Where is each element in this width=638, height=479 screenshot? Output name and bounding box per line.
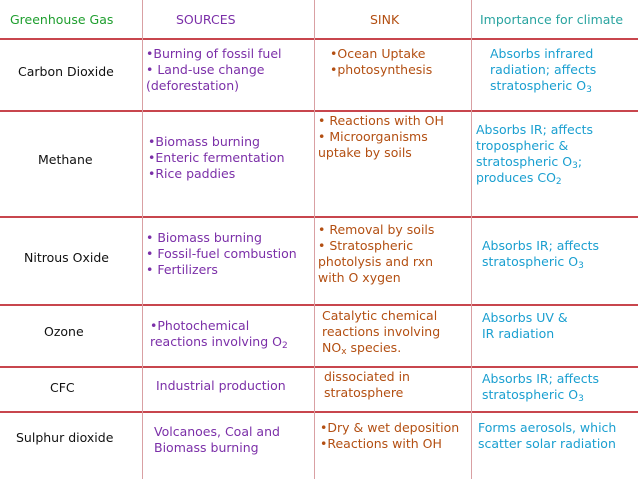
- sink-cell: [318, 222, 434, 286]
- gas-name: Nitrous Oxide: [24, 250, 109, 265]
- sink-item: •Reactions with OH: [320, 436, 442, 451]
- sink-item: Catalytic chemical: [322, 308, 438, 323]
- sources-cell: [146, 230, 297, 278]
- importance-line: scatter solar radiation: [478, 436, 616, 451]
- importance-cell: [478, 420, 616, 452]
- sources-cell: [148, 134, 285, 182]
- sink-cell: [324, 369, 410, 401]
- importance-line: Absorbs UV &: [482, 310, 568, 325]
- importance-line: produces $CO_2$: [476, 170, 562, 187]
- row-divider: [0, 38, 638, 40]
- source-item: •Enteric fermentation: [148, 150, 285, 165]
- sink-item: with O xygen: [318, 270, 401, 285]
- header-sink: SINK: [370, 12, 400, 27]
- importance-line: Absorbs infrared: [490, 46, 594, 61]
- sink-item: •Ocean Uptake: [330, 46, 426, 61]
- importance-line: Forms aerosols, which: [478, 420, 617, 435]
- sink-item: • Reactions with OH: [318, 113, 444, 128]
- importance-line: tropospheric &: [476, 138, 569, 153]
- gas-name: Carbon Dioxide: [18, 64, 114, 79]
- sink-item: • Stratospheric: [318, 238, 414, 253]
- sink-item: •Dry & wet deposition: [320, 420, 460, 435]
- importance-cell: [482, 310, 568, 342]
- sources-cell: [150, 318, 288, 350]
- sink-item: • Removal by soils: [318, 222, 435, 237]
- gas-name: Sulphur dioxide: [16, 430, 114, 445]
- importance-line: stratospheric $O_3$: [490, 78, 592, 95]
- importance-line: stratospheric $O_3$: [482, 254, 584, 271]
- sink-item: $NO_x$ species.: [322, 340, 402, 357]
- column-divider: [142, 0, 143, 479]
- sink-cell: [318, 113, 444, 161]
- header-greenhouse-gas: Greenhouse Gas: [10, 12, 114, 27]
- source-item: •Burning of fossil fuel: [146, 46, 282, 61]
- row-divider: [0, 366, 638, 368]
- source-item: (deforestation): [146, 78, 239, 93]
- source-item: • Land-use change: [146, 62, 265, 77]
- importance-line: Absorbs IR; affects: [482, 238, 600, 253]
- importance-line: Absorbs IR; affects: [476, 122, 594, 137]
- sink-item: • Microorganisms: [318, 129, 428, 144]
- sink-item: stratosphere: [324, 385, 404, 400]
- gas-name: Methane: [38, 152, 93, 167]
- sources-cell: [156, 378, 286, 394]
- source-item: Volcanoes, Coal and: [154, 424, 280, 439]
- sink-item: photolysis and rxn: [318, 254, 434, 269]
- sink-cell: [330, 46, 432, 78]
- importance-line: radiation; affects: [490, 62, 597, 77]
- column-divider: [314, 0, 315, 479]
- source-item: • Fertilizers: [146, 262, 218, 277]
- row-divider: [0, 304, 638, 306]
- source-item: Biomass burning: [154, 440, 259, 455]
- importance-line: Absorbs IR; affects: [482, 371, 600, 386]
- sink-item: reactions involving: [322, 324, 441, 339]
- gas-name: Ozone: [44, 324, 84, 339]
- row-divider: [0, 216, 638, 218]
- source-item: • Fossil-fuel combustion: [146, 246, 297, 261]
- sink-cell: [320, 420, 459, 452]
- sink-item: uptake by soils: [318, 145, 412, 160]
- importance-line: stratospheric $O_3$;: [476, 154, 583, 171]
- importance-cell: [490, 46, 596, 94]
- sink-item: dissociated in: [324, 369, 410, 384]
- source-item: •Rice paddies: [148, 166, 236, 181]
- header-importance: Importance for climate: [480, 12, 624, 27]
- importance-line: stratospheric $O_3$: [482, 387, 584, 404]
- source-item: reactions involving $O_2$: [150, 334, 288, 351]
- gas-name: CFC: [50, 380, 75, 395]
- source-item: •Photochemical: [150, 318, 250, 333]
- header-sources: SOURCES: [176, 12, 236, 27]
- sources-cell: [154, 424, 280, 456]
- importance-cell: [482, 371, 599, 403]
- importance-cell: [482, 238, 599, 270]
- source-item: Industrial production: [156, 378, 286, 393]
- source-item: • Biomass burning: [146, 230, 262, 245]
- sources-cell: [146, 46, 282, 94]
- importance-cell: [476, 122, 593, 186]
- row-divider: [0, 411, 638, 413]
- row-divider: [0, 110, 638, 112]
- sink-item: •photosynthesis: [330, 62, 433, 77]
- importance-line: IR radiation: [482, 326, 555, 341]
- column-divider: [471, 0, 472, 479]
- sink-cell: [322, 308, 440, 356]
- source-item: •Biomass burning: [148, 134, 260, 149]
